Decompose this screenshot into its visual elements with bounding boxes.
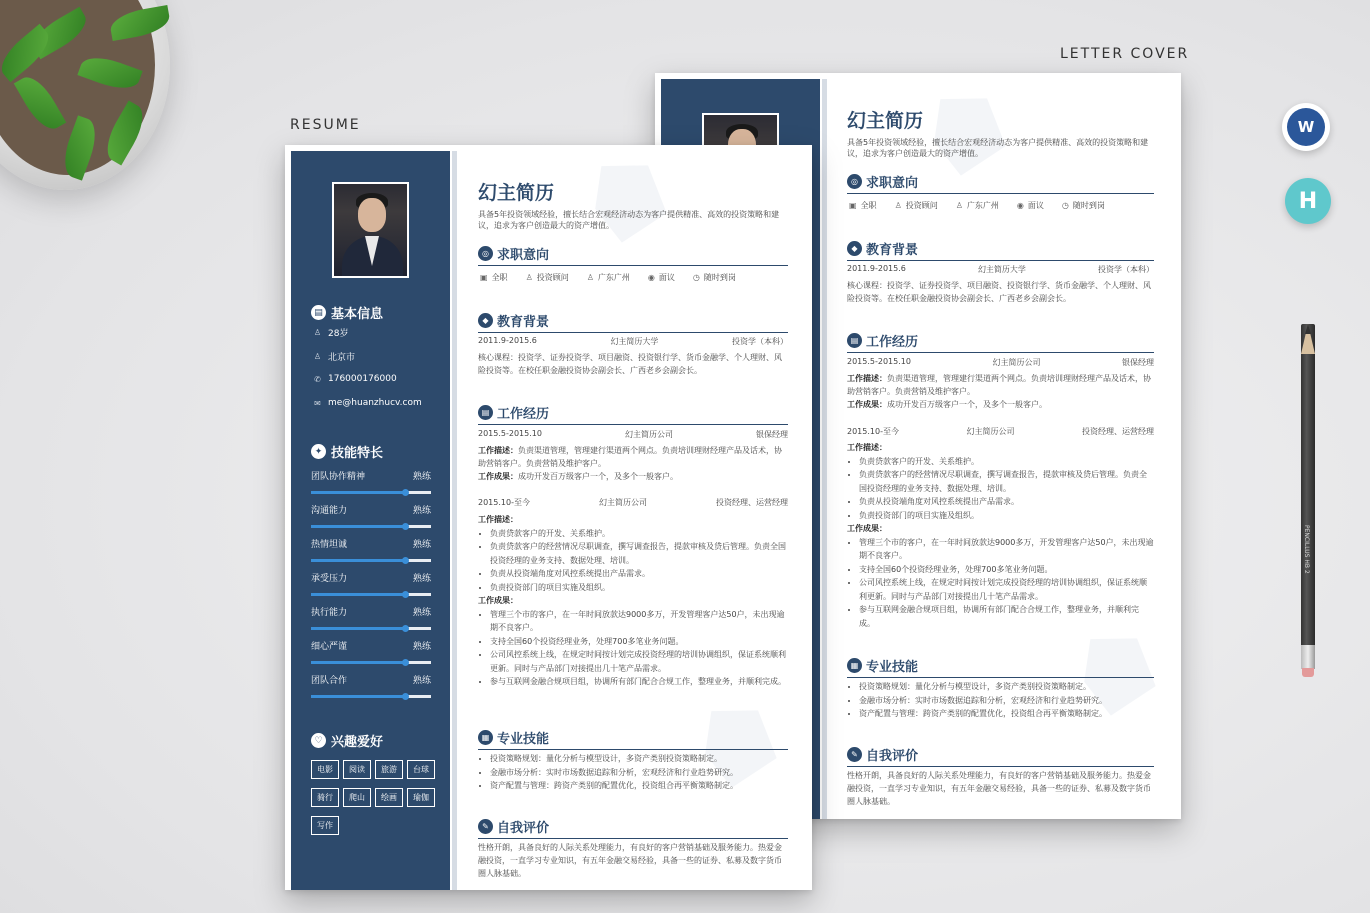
pencil-ferrule xyxy=(1301,645,1315,669)
skill-item xyxy=(311,605,431,630)
skill-name: 承受压力 xyxy=(311,574,348,584)
cover-intent-header: ◎ 求职意向 xyxy=(847,172,1154,194)
location-icon: ♙ xyxy=(313,352,322,361)
skill-bar-fill xyxy=(311,525,405,528)
info-age: ♙ 28岁 xyxy=(313,328,349,339)
list-item: • 金融市场分析：实时市场数据追踪和分析，宏观经济和行业趋势研究。 xyxy=(490,766,788,780)
app-icon[interactable]: H xyxy=(1285,178,1331,224)
skill-bar-knob xyxy=(402,659,409,666)
skill-level: 熟练 xyxy=(412,506,431,516)
skill-level: 熟练 xyxy=(412,540,431,550)
pencil-label: PENCILLUS HB 2 xyxy=(1303,525,1310,574)
eval-text: 性格开朗，具备良好的人际关系处理能力，有良好的客户营销基础及服务能力。热爱金融投资，一直学习专业知识，有五年金融交易经验，具备一些的证券、私募及数字货币圈人脉基础。 xyxy=(478,843,782,878)
skill-bar-fill xyxy=(311,627,405,630)
age-icon: ♙ xyxy=(313,328,322,337)
clock-icon: ◷ xyxy=(692,273,700,282)
word-icon[interactable]: W xyxy=(1282,103,1330,151)
phone-icon: ✆ xyxy=(314,374,321,384)
briefcase-icon: ▤ xyxy=(847,333,862,348)
hobby-tag: 骑行 xyxy=(311,788,339,807)
target-icon: ◎ xyxy=(847,174,862,189)
list-item: • 公司风控系统上线，在规定时间按计划完成投资经理的培训协调组织，保证系统顺利更新。同时与产品部门对接提出几十笔产品需求。 xyxy=(490,648,788,675)
graduation-icon: ◆ xyxy=(478,313,493,328)
skill-bar-knob xyxy=(402,693,409,700)
skill-level: 熟练 xyxy=(412,574,431,584)
briefcase-icon: ▤ xyxy=(478,405,493,420)
skill-header: ▦ 专业技能 xyxy=(478,728,788,750)
list-item: • 管理三个市的客户，在一年时间放款达9000多万，开发管理客户达50户，未出现逾期不良客户。 xyxy=(490,608,788,635)
skill-name: 沟通能力 xyxy=(311,506,348,516)
cover-eval-text: 性格开朗，具备良好的人际关系处理能力，有良好的客户营销基础及服务能力。热爱金融投资，一直学习专业知识，有五年金融交易经验，具备一些的证券、私募及数字货币圈人脉基础。 xyxy=(847,771,1151,806)
list-item: • 支持全国60个投资经理业务，处理700多笔业务问题。 xyxy=(490,635,788,649)
cover-label: LETTER COVER xyxy=(1060,46,1190,62)
user-icon: ♙ xyxy=(525,273,533,282)
hobby-tag: 瑜伽 xyxy=(407,788,435,807)
id-card-icon: ▤ xyxy=(311,305,326,320)
tools-icon: ▦ xyxy=(847,658,862,673)
graduation-icon: ◆ xyxy=(847,241,862,256)
skill-bar xyxy=(311,491,431,494)
skill-bar xyxy=(311,593,431,596)
work1-line: 2015.5-2015.10 幻主简历公司 银保经理 xyxy=(478,429,788,439)
work2-list: 工作描述： • 负责贷款客户的开发、关系维护。 • 负责贷款客户的经营情况尽职调查，撰写调查报告，提款审核及贷后管理。负责全国投资经理的业务支持、数据处理、培训。 • 负责从投资端角度对风控系统提出产品需求。 • 负责投资部门的项目实施及组织。 工作成果： • 管理三个市的客户，在一年时间放款达9000多万，开发管理客户达50户，未出现逾期不良客户。 • 支持全国60个投资经理业务，处理700多笔业务问题。 • 公司风控系统上线，在规定时间按计划完成投资经理的培训协调组织，保证系统顺利更新。同时与产品部门对接提出几十笔产品需求。 • 参与互联网金融合规项目组，协调所有部门配合合规工作，整理业务，并顺利完成。 xyxy=(478,513,788,689)
target-icon: ◎ xyxy=(478,246,493,261)
intent-type: ▣ 全职 xyxy=(480,273,508,282)
info-phone: ✆ 176000176000 xyxy=(314,374,397,384)
skill-bar xyxy=(311,661,431,664)
list-item: • 资产配置与管理：跨资产类别的配置优化，投资组合再平衡策略制定。 xyxy=(490,779,788,793)
skill-bar-fill xyxy=(311,593,405,596)
calendar-icon: ▣ xyxy=(480,273,488,282)
basic-info-title: ▤ 基本信息 xyxy=(311,303,383,322)
list-item: • 负责从投资端角度对风控系统提出产品需求。 xyxy=(490,567,788,581)
edu-header: ◆ 教育背景 xyxy=(478,311,788,333)
skill-bar-fill xyxy=(311,559,405,562)
skill-bar-knob xyxy=(402,523,409,530)
cover-intro: 具备5年投资领域经验，擅长结合宏观经济动态为客户提供精准、高效的投资策略和建议，追求为客户创造最大的资产增值。 xyxy=(847,138,1149,158)
skill-item xyxy=(311,673,431,698)
skill-bar xyxy=(311,525,431,528)
hobby-title: ♡ 兴趣爱好 xyxy=(311,731,383,750)
intent-position: ♙ 投资顾问 xyxy=(525,273,569,282)
work2-line: 2015.10-至今 幻主简历公司 投资经理、运营经理 xyxy=(478,498,788,507)
list-item: • 投资策略规划：量化分析与模型设计，多资产类别投资策略制定。 xyxy=(490,752,788,766)
edu-desc: 核心课程：投资学、证券投资学、项目融资、投资银行学、货币金融学、个人理财、风险投资等。在校任职金融投资协会副会长、广西老乡会副会长。 xyxy=(478,353,782,375)
skill-bar-fill xyxy=(311,491,405,494)
cover-work2-list: 工作描述： • 负责贷款客户的开发、关系维护。 • 负责贷款客户的经营情况尽职调查，撰写调查报告，提款审核及贷后管理。负责全国投资经理的业务支持、数据处理、培训。 • 负责从投资端角度对风控系统提出产品需求。 • 负责投资部门的项目实施及组织。 工作成果： • 管理三个市的客户，在一年时间放款达9000多万，开发管理客户达50户，未出现逾期不良客户。 • 支持全国60个投资经理业务，处理700多笔业务问题。 • 公司风控系统上线，在规定时间按计划完成投资经理的培训协调组织，保证系统顺利更新。同时与产品部门对接提出几十笔产品需求。 • 参与互联网金融合规项目组，协调所有部门配合合规工作，整理业务，并顺利完成。 xyxy=(847,441,1154,630)
skill-name: 执行能力 xyxy=(311,608,348,618)
cover-title: 幻主简历 xyxy=(847,110,924,132)
resume-title: 幻主简历 xyxy=(478,182,555,204)
list-item: • 负责投资部门的项目实施及组织。 xyxy=(490,581,788,595)
resume-sidebar xyxy=(291,151,450,890)
hobby-tag: 绘画 xyxy=(375,788,403,807)
email-icon: ✉ xyxy=(314,398,321,408)
hobby-tag: 电影 xyxy=(311,760,339,779)
star-icon: ✦ xyxy=(311,444,326,459)
pencil-eraser xyxy=(1302,668,1314,677)
skill-bar-knob xyxy=(402,625,409,632)
skill-item xyxy=(311,639,431,664)
hobby-tag: 爬山 xyxy=(343,788,371,807)
profile-photo xyxy=(332,182,409,278)
cover-work-header: ▤ 工作经历 xyxy=(847,331,1154,353)
pencil xyxy=(1301,324,1315,669)
comment-icon: ✎ xyxy=(478,819,493,834)
hobby-tag: 写作 xyxy=(311,816,339,835)
skill-item xyxy=(311,537,431,562)
cover-skill-header: ▦ 专业技能 xyxy=(847,656,1154,678)
cover-eval-header: ✎ 自我评价 xyxy=(847,745,1154,767)
skill-level: 熟练 xyxy=(412,608,431,618)
skills-title: ✦ 技能特长 xyxy=(311,442,383,461)
info-location: ♙ 北京市 xyxy=(313,352,356,363)
list-item: • 负责贷款客户的开发、关系维护。 xyxy=(490,527,788,541)
cover-skill-list: • 投资策略规划：量化分析与模型设计，多资产类别投资策略制定。 • 金融市场分析：实时市场数据追踪和分析，宏观经济和行业趋势研究。 • 资产配置与管理：跨资产类别的配置优化，投资组合再平衡策略制定。 xyxy=(847,680,1154,721)
skill-name: 团队合作 xyxy=(311,676,348,686)
cover-edu-line: 2011.9-2015.6 幻主简历大学 投资学（本科） xyxy=(847,264,1154,274)
skill-bar-fill xyxy=(311,661,405,664)
list-item: • 负责贷款客户的经营情况尽职调查，撰写调查报告，提款审核及贷后管理。负责全国投资经理的业务支持、数据处理、培训。 xyxy=(490,540,788,567)
info-email[interactable]: ✉ me@huanzhucv.com xyxy=(314,398,422,408)
skill-bar-knob xyxy=(402,489,409,496)
hobby-tag: 旅游 xyxy=(375,760,403,779)
intent-availability: ◷ 随时到岗 xyxy=(692,273,736,282)
hobby-tags xyxy=(311,760,436,835)
skill-level: 熟练 xyxy=(412,472,431,482)
intent-row xyxy=(480,272,788,283)
skill-bar xyxy=(311,559,431,562)
location-icon: ♙ xyxy=(586,273,594,282)
cover-intent: ▣ 全职 ♙ 投资顾问 ♙ 广东广州 ◉ 面议 ◷ 随时到岗 xyxy=(849,201,1105,210)
intent-salary: ◉ 面议 xyxy=(647,273,675,282)
tools-icon: ▦ xyxy=(478,730,493,745)
skill-level: 熟练 xyxy=(412,642,431,652)
skill-name: 热情坦诚 xyxy=(311,540,348,550)
skill-item xyxy=(311,469,431,494)
skill-bar-knob xyxy=(402,557,409,564)
skill-item xyxy=(311,503,431,528)
skill-bar xyxy=(311,627,431,630)
list-item: • 参与互联网金融合规项目组，协调所有部门配合合规工作，整理业务，并顺利完成。 xyxy=(490,675,788,689)
skill-item xyxy=(311,571,431,596)
cover-work2-line: 2015.10-至今 幻主简历公司 投资经理、运营经理 xyxy=(847,427,1154,436)
hobby-tag: 台球 xyxy=(407,760,435,779)
skill-bar xyxy=(311,695,431,698)
skill-name: 团队协作精神 xyxy=(311,472,366,482)
cover-work1-line: 2015.5-2015.10 幻主简历公司 银保经理 xyxy=(847,357,1154,367)
eval-header: ✎ 自我评价 xyxy=(478,817,788,839)
skill-bar-fill xyxy=(311,695,405,698)
resume-label: RESUME xyxy=(290,117,361,133)
cover-work1-desc: 工作描述：负责渠道管理，管理建行渠道两个网点。负责培训理财经理产品及话术，协助营销客户。负责营销及维护客户。 工作成果：成功开发百万级客户一个，及多个一般客户。 xyxy=(847,374,1151,409)
cover-edu-desc: 核心课程：投资学、证券投资学、项目融资、投资银行学、货币金融学、个人理财、风险投资等。在校任职金融投资协会副会长、广西老乡会副会长。 xyxy=(847,281,1151,303)
comment-icon: ✎ xyxy=(847,747,862,762)
resume-intro: 具备5年投资领域经验，擅长结合宏观经济动态为客户提供精准、高效的投资策略和建议，追求为客户创造最大的资产增值。 xyxy=(478,210,780,230)
skill-list-main xyxy=(478,752,788,793)
heart-icon: ♡ xyxy=(311,733,326,748)
skill-bar-knob xyxy=(402,591,409,598)
hobby-tag: 阅读 xyxy=(343,760,371,779)
edu-line: 2011.9-2015.6 幻主简历大学 投资学（本科） xyxy=(478,336,788,346)
work-header: ▤ 工作经历 xyxy=(478,403,788,425)
cover-edu-header: ◆ 教育背景 xyxy=(847,239,1154,261)
resume-page[interactable] xyxy=(285,145,812,890)
intent-header: ◎ 求职意向 xyxy=(478,244,788,266)
work1-desc: 工作描述：负责渠道管理，管理建行渠道两个网点。负责培训理财经理产品及话术，协助营销客户。负责营销及维护客户。 工作成果：成功开发百万级客户一个，及多个一般客户。 xyxy=(478,446,782,481)
skill-name: 细心严谨 xyxy=(311,642,348,652)
intent-city: ♙ 广东广州 xyxy=(586,273,630,282)
skill-level: 熟练 xyxy=(412,676,431,686)
money-icon: ◉ xyxy=(647,273,655,282)
